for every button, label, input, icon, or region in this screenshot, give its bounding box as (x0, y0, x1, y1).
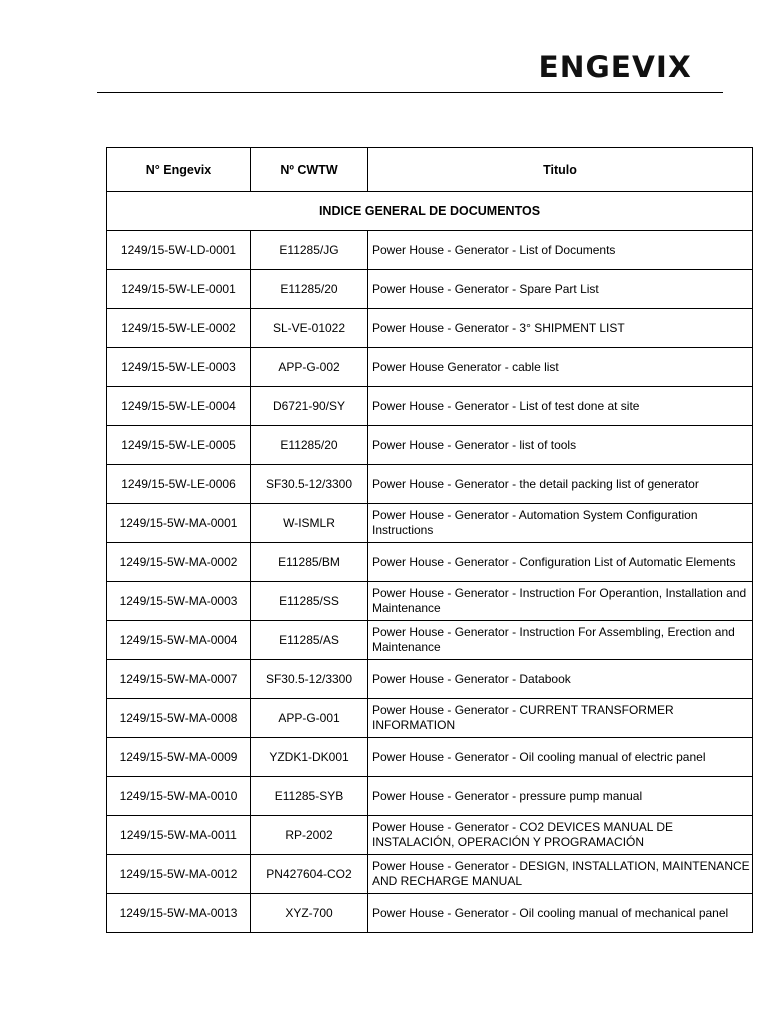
cell-engevix-number: 1249/15-5W-LE-0003 (107, 348, 251, 387)
table-row (107, 777, 753, 816)
cell-engevix-number: 1249/15-5W-MA-0009 (107, 738, 251, 777)
cell-engevix-number: 1249/15-5W-MA-0001 (107, 504, 251, 543)
table-row (107, 855, 753, 894)
cell-engevix-number: 1249/15-5W-LE-0001 (107, 270, 251, 309)
cell-engevix-number: 1249/15-5W-LE-0004 (107, 387, 251, 426)
cell-titulo: Power House - Generator - List of Documents (368, 231, 753, 270)
cell-engevix-number: 1249/15-5W-MA-0003 (107, 582, 251, 621)
cell-cwtw-number: E11285/SS (251, 582, 368, 621)
cell-engevix-number: 1249/15-5W-MA-0013 (107, 894, 251, 933)
table-row (107, 621, 753, 660)
cell-titulo: Power House - Generator - CO2 DEVICES MANUAL DE INSTALACIÓN, OPERACIÓN Y PROGRAMACIÓN (368, 816, 753, 855)
cell-titulo: Power House - Generator - Configuration List of Automatic Elements (368, 543, 753, 582)
table-row (107, 816, 753, 855)
section-title: INDICE GENERAL DE DOCUMENTOS (107, 192, 753, 231)
table-row (107, 582, 753, 621)
table-row (107, 738, 753, 777)
cell-cwtw-number: E11285/JG (251, 231, 368, 270)
table-header-row (107, 148, 753, 192)
cell-engevix-number: 1249/15-5W-MA-0011 (107, 816, 251, 855)
cell-engevix-number: 1249/15-5W-MA-0007 (107, 660, 251, 699)
table-row (107, 894, 753, 933)
cell-cwtw-number: YZDK1-DK001 (251, 738, 368, 777)
cell-cwtw-number: E11285-SYB (251, 777, 368, 816)
column-header-engevix: N° Engevix (107, 148, 251, 192)
table-row (107, 543, 753, 582)
cell-engevix-number: 1249/15-5W-LE-0006 (107, 465, 251, 504)
table-row (107, 387, 753, 426)
cell-titulo: Power House - Generator - 3° SHIPMENT LIST (368, 309, 753, 348)
cell-titulo: Power House - Generator - the detail packing list of generator (368, 465, 753, 504)
table-row (107, 660, 753, 699)
cell-engevix-number: 1249/15-5W-LE-0005 (107, 426, 251, 465)
table-row (107, 231, 753, 270)
cell-engevix-number: 1249/15-5W-LD-0001 (107, 231, 251, 270)
cell-titulo: Power House - Generator - pressure pump manual (368, 777, 753, 816)
cell-cwtw-number: APP-G-002 (251, 348, 368, 387)
table-row (107, 348, 753, 387)
cell-cwtw-number: E11285/AS (251, 621, 368, 660)
cell-cwtw-number: XYZ-700 (251, 894, 368, 933)
page-header (0, 0, 768, 100)
section-row (107, 192, 753, 231)
cell-titulo: Power House - Generator - list of tools (368, 426, 753, 465)
cell-engevix-number: 1249/15-5W-MA-0002 (107, 543, 251, 582)
cell-titulo: Power House - Generator - Spare Part List (368, 270, 753, 309)
cell-titulo: Power House - Generator - CURRENT TRANSFORMER INFORMATION (368, 699, 753, 738)
cell-engevix-number: 1249/15-5W-MA-0010 (107, 777, 251, 816)
cell-titulo: Power House - Generator - Databook (368, 660, 753, 699)
cell-titulo: Power House - Generator - Oil cooling manual of electric panel (368, 738, 753, 777)
column-header-cwtw: Nº CWTW (251, 148, 368, 192)
table-row (107, 426, 753, 465)
document-index-table (106, 147, 753, 933)
table-row (107, 504, 753, 543)
cell-titulo: Power House - Generator - Oil cooling manual of mechanical panel (368, 894, 753, 933)
cell-titulo: Power House - Generator - Instruction For Operantion, Installation and Maintenance (368, 582, 753, 621)
cell-cwtw-number: E11285/BM (251, 543, 368, 582)
cell-cwtw-number: W-ISMLR (251, 504, 368, 543)
engevix-logo: ENGEVIX (538, 50, 692, 84)
cell-titulo: Power House - Generator - DESIGN, INSTALLATION, MAINTENANCE AND RECHARGE MANUAL (368, 855, 753, 894)
cell-cwtw-number: D6721-90/SY (251, 387, 368, 426)
cell-titulo: Power House Generator - cable list (368, 348, 753, 387)
cell-cwtw-number: SF30.5-12/3300 (251, 660, 368, 699)
cell-titulo: Power House - Generator - Automation System Configuration Instructions (368, 504, 753, 543)
table-row (107, 309, 753, 348)
table-row (107, 465, 753, 504)
cell-engevix-number: 1249/15-5W-LE-0002 (107, 309, 251, 348)
cell-cwtw-number: E11285/20 (251, 426, 368, 465)
cell-cwtw-number: SF30.5-12/3300 (251, 465, 368, 504)
cell-cwtw-number: PN427604-CO2 (251, 855, 368, 894)
column-header-titulo: Titulo (368, 148, 753, 192)
table-row (107, 699, 753, 738)
cell-engevix-number: 1249/15-5W-MA-0004 (107, 621, 251, 660)
cell-cwtw-number: APP-G-001 (251, 699, 368, 738)
cell-engevix-number: 1249/15-5W-MA-0012 (107, 855, 251, 894)
cell-cwtw-number: E11285/20 (251, 270, 368, 309)
header-divider (97, 92, 723, 93)
cell-titulo: Power House - Generator - List of test done at site (368, 387, 753, 426)
cell-titulo: Power House - Generator - Instruction For Assembling, Erection and Maintenance (368, 621, 753, 660)
cell-cwtw-number: RP-2002 (251, 816, 368, 855)
cell-engevix-number: 1249/15-5W-MA-0008 (107, 699, 251, 738)
table-row (107, 270, 753, 309)
cell-cwtw-number: SL-VE-01022 (251, 309, 368, 348)
